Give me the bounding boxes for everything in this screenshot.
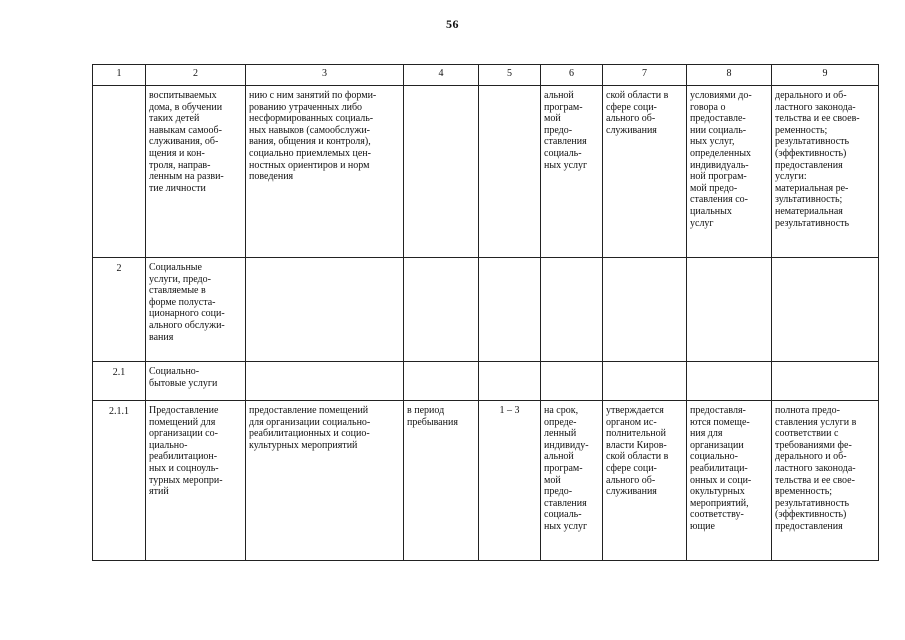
service-count-cell bbox=[479, 86, 541, 258]
table-row bbox=[93, 362, 879, 401]
services-table bbox=[92, 64, 879, 561]
service-name-cell: Предоставление помещений для организации со- циально- реабилитацион- ных и соцноуль- турных меропри- ятий bbox=[146, 401, 246, 561]
service-period-cell: в период пребывания bbox=[404, 401, 479, 561]
column-number: 3 bbox=[246, 65, 404, 86]
service-period-cell bbox=[404, 362, 479, 401]
service-quality-cell bbox=[772, 258, 879, 362]
service-tariff-cell bbox=[603, 362, 687, 401]
table-row bbox=[93, 258, 879, 362]
service-count-cell bbox=[479, 362, 541, 401]
service-count-cell bbox=[479, 258, 541, 362]
row-number-cell: 2 bbox=[93, 258, 146, 362]
table-row bbox=[93, 401, 879, 561]
service-tariff-cell: утверждается органом ис- полнительной власти Киров- ской области в сфере соци- ального об- служивания bbox=[603, 401, 687, 561]
service-period-cell bbox=[404, 86, 479, 258]
service-conditions-cell bbox=[687, 258, 772, 362]
column-number: 8 bbox=[687, 65, 772, 86]
service-conditions-cell: условиями до- говора о предоставле- нии социаль- ных услуг, определенных индивидуаль- ной програм- мой предо- ставления со- циальных услуг bbox=[687, 86, 772, 258]
service-description-cell: предоставление помещений для организации социально- реабилитационных и социо- культурных мероприятий bbox=[246, 401, 404, 561]
column-number: 2 bbox=[146, 65, 246, 86]
service-count-cell: 1 – 3 bbox=[479, 401, 541, 561]
column-number: 6 bbox=[541, 65, 603, 86]
service-description-cell: нию с ним занятий по форми- рованию утраченных либо несформированных социаль- ных навыков (самообслужи- вания, общения и контроля), социально приемлемых цен- ностных ориентиров и норм поведения bbox=[246, 86, 404, 258]
column-number-row bbox=[93, 65, 879, 86]
row-number-cell bbox=[93, 86, 146, 258]
service-term-cell: на срок, опреде- ленный индивиду- альной програм- мой предо- ставления социаль- ных услуг bbox=[541, 401, 603, 561]
service-name-cell: Социально- бытовые услуги bbox=[146, 362, 246, 401]
service-tariff-cell: ской области в сфере соци- ального об- служивания bbox=[603, 86, 687, 258]
service-term-cell bbox=[541, 258, 603, 362]
service-name-cell: воспитываемых дома, в обучении таких детей навыкам самооб- служивания, об- щения и кон- троля, направ- ленным на разви- тие личности bbox=[146, 86, 246, 258]
row-number-cell: 2.1.1 bbox=[93, 401, 146, 561]
service-description-cell bbox=[246, 258, 404, 362]
column-number: 9 bbox=[772, 65, 879, 86]
column-number: 5 bbox=[479, 65, 541, 86]
column-number: 4 bbox=[404, 65, 479, 86]
service-quality-cell: полнота предо- ставления услуги в соответствии с требованиями фе- дерального и об- ластного законода- тельства и ее свое- временность; результативность (эффективность) предоставления bbox=[772, 401, 879, 561]
service-term-cell: альной програм- мой предо- ставления социаль- ных услуг bbox=[541, 86, 603, 258]
row-number-cell: 2.1 bbox=[93, 362, 146, 401]
service-description-cell bbox=[246, 362, 404, 401]
service-name-cell: Социальные услуги, предо- ставляемые в форме полуста- ционарного соци- ального обслужи- вания bbox=[146, 258, 246, 362]
service-period-cell bbox=[404, 258, 479, 362]
service-conditions-cell bbox=[687, 362, 772, 401]
service-tariff-cell bbox=[603, 258, 687, 362]
service-conditions-cell: предоставля- ются помеще- ния для организации социально- реабилитаци- онных и соци- окультурных мероприятий, соответству- ющие bbox=[687, 401, 772, 561]
service-quality-cell bbox=[772, 362, 879, 401]
column-number: 1 bbox=[93, 65, 146, 86]
column-number: 7 bbox=[603, 65, 687, 86]
page-number: 56 bbox=[446, 17, 459, 31]
service-quality-cell: дерального и об- ластного законода- тельства и ее своев- ременность; результативность (эффективность) предоставления услуги: материальная ре- зультативность; нематериальная результативность bbox=[772, 86, 879, 258]
table-row bbox=[93, 86, 879, 258]
service-term-cell bbox=[541, 362, 603, 401]
